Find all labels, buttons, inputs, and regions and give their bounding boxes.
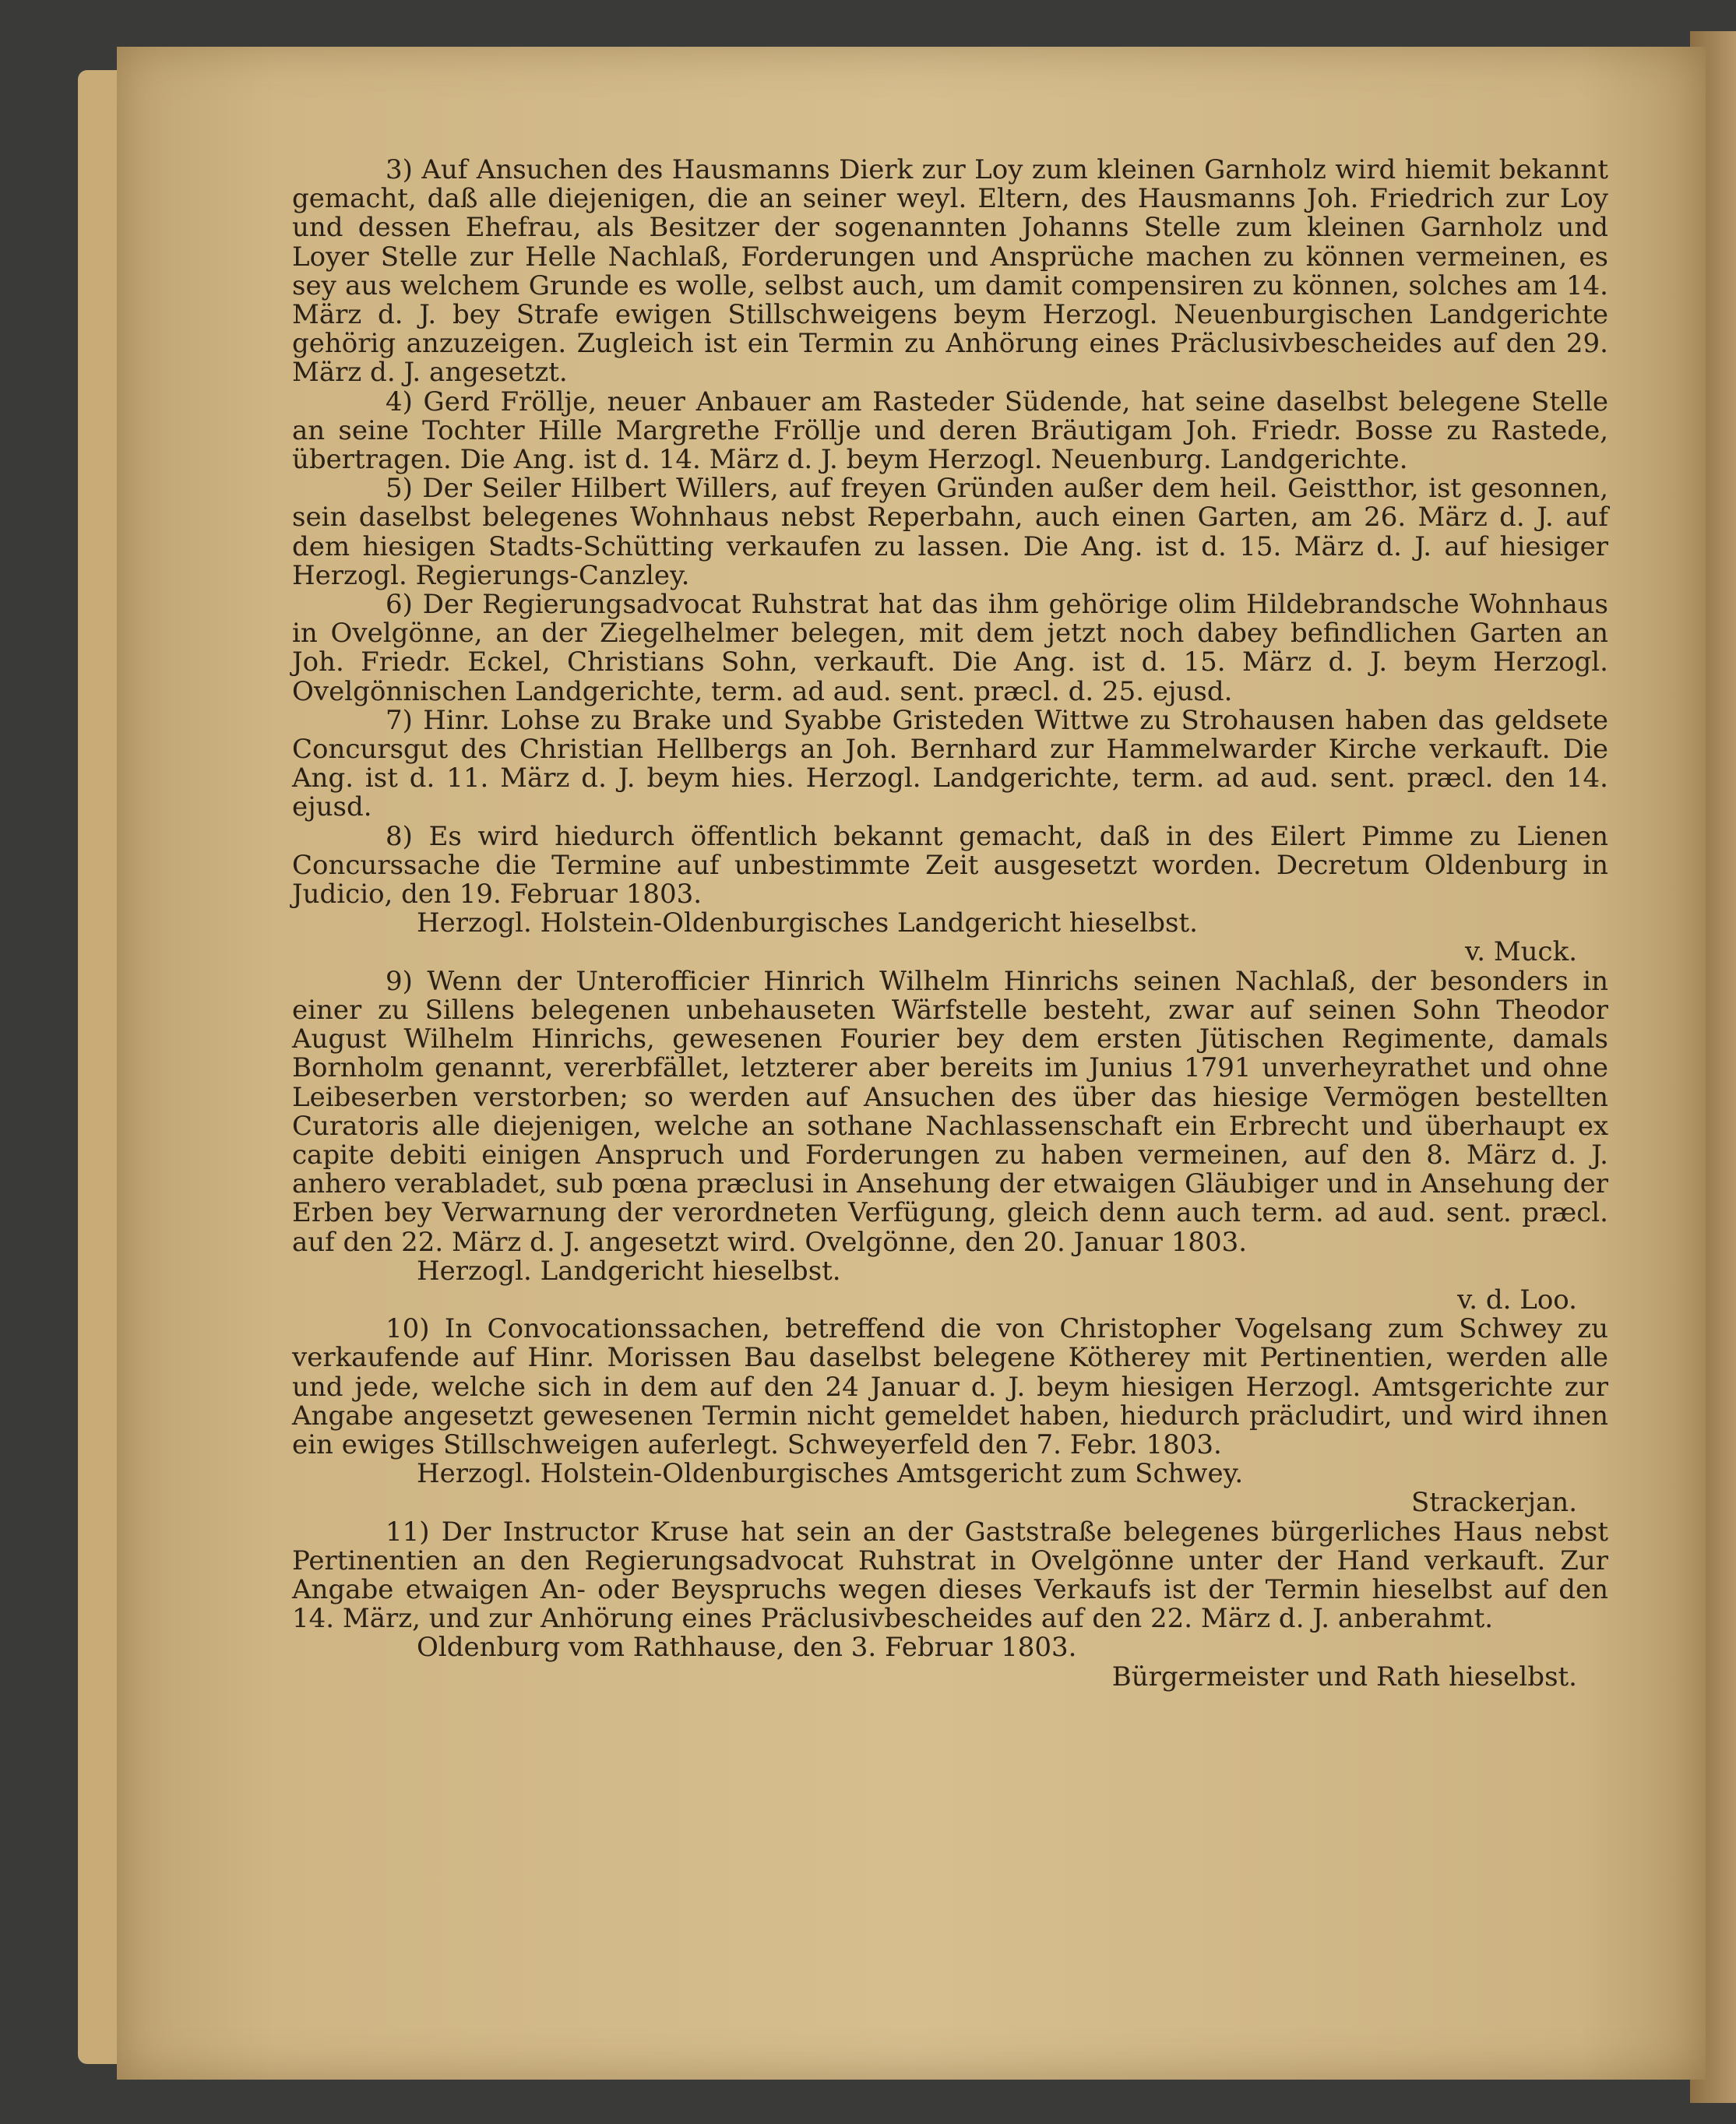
paragraph-6: 6) Der Regierungsadvocat Ruhstrat hat das ihm gehörige olim Hildebrandsche Wohnhaus in Ovelgönne, an der Ziegelhelmer belegen, mit dem jetzt noch dabey befindlichen Garten an Joh. Friedr. Eckel, Christians Sohn, verkauft. Die Ang. ist d. 15. März d. J. beym Herzogl. Ovelgönnischen Landgerichte, term. ad aud. sent. præcl. d. 25. ejusd. xyxy=(292,589,1608,707)
paragraph-7: 7) Hinr. Lohse zu Brake und Syabbe Gristeden Wittwe zu Strohausen haben das geldsete Concursgut des Christian Hellbergs an Joh. Bernhard zur Hammelwarder Kirche verkauft. Die Ang. ist d. 11. März d. J. beym hies. Herzogl. Landgerichte, term. ad aud. sent. præcl. den 14. ejusd. xyxy=(292,704,1608,823)
signature-name-9: v. d. Loo. xyxy=(1457,1284,1577,1316)
signature-name-8: v. Muck. xyxy=(1465,936,1577,968)
signature-court-8: Herzogl. Holstein-Oldenburgisches Landgericht hieselbst. xyxy=(417,907,1198,939)
signature-place-11: Oldenburg vom Rathhause, den 3. Februar 1803. xyxy=(417,1632,1077,1664)
text-block xyxy=(292,156,1608,1692)
paragraph-4: 4) Gerd Fröllje, neuer Anbauer am Rasteder Südende, hat seine daselbst belegene Stelle an seine Tochter Hille Margrethe Fröllje und deren Bräutigam Joh. Friedr. Bosse zu Rastede, übertragen. Die Ang. ist d. 14. März d. J. beym Herzogl. Neuenburg. Landgerichte. xyxy=(292,386,1608,476)
paragraph-10: 10) In Convocationssachen, betreffend die von Christopher Vogelsang zum Schwey zu verkaufende auf Hinr. Morissen Bau daselbst belegene Kötherey mit Pertinentien, werden alle und jede, welche sich in dem auf den 24 Januar d. J. beym hiesigen Herzogl. Amtsgerichte zur Angabe angesetzt gewesenen Termin nicht gemeldet haben, hiedurch präcludirt, und wird ihnen ein ewiges Stillschweigen auferlegt. Schweyerfeld den 7. Febr. 1803. xyxy=(292,1313,1608,1460)
paragraph-3: 3) Auf Ansuchen des Hausmanns Dierk zur Loy zum kleinen Garnholz wird hiemit bekannt gemacht, daß alle diejenigen, die an seiner weyl. Eltern, des Hausmanns Joh. Friedrich zur Loy und dessen Ehefrau, als Besitzer der sogenannten Johanns Stelle zum kleinen Garnholz und Loyer Stelle zur Helle Nachlaß, Forderungen und Ansprüche machen zu können vermeinen, es sey aus welchem Grunde es wolle, selbst auch, um damit compensiren zu können, solches am 14. März d. J. bey Strafe ewigen Stillschweigens beym Herzogl. Neuenburgischen Landgerichte gehörig anzuzeigen. Zugleich ist ein Termin zu Anhörung eines Präclusivbescheides auf den 29. März d. J. angesetzt. xyxy=(292,154,1608,389)
paragraph-11: 11) Der Instructor Kruse hat sein an der Gaststraße belegenes bürgerliches Haus nebst Pertinentien an den Regierungsadvocat Ruhstrat in Ovelgönne unter der Hand verkauft. Zur Angabe etwaigen An- oder Beyspruchs wegen dieses Verkaufs ist der Termin hieselbst auf den 14. März, und zur Anhörung eines Präclusivbescheides auf den 22. März d. J. anberahmt. xyxy=(292,1516,1608,1635)
paragraph-5: 5) Der Seiler Hilbert Willers, auf freyen Gründen außer dem heil. Geistthor, ist gesonnen, sein daselbst belegenes Wohnhaus nebst Reperbahn, auch einen Garten, am 26. März d. J. auf dem hiesigen Stadts-Schütting verkaufen zu lassen. Die Ang. ist d. 15. März d. J. auf hiesiger Herzogl. Regierungs-Canzley. xyxy=(292,473,1608,591)
signature-name-10: Strackerjan. xyxy=(1410,1487,1577,1519)
signature-name-11: Bürgermeister und Rath hieselbst. xyxy=(1111,1661,1577,1693)
signature-court-10: Herzogl. Holstein-Oldenburgisches Amtsgericht zum Schwey. xyxy=(417,1458,1244,1490)
paragraph-8: 8) Es wird hiedurch öffentlich bekannt gemacht, daß in des Eilert Pimme zu Lienen Concurssache die Termine auf unbestimmte Zeit ausgesetzt worden. Decretum Oldenburg in Judicio, den 19. Februar 1803. xyxy=(292,820,1608,911)
signature-court-9: Herzogl. Landgericht hieselbst. xyxy=(417,1255,841,1287)
paragraph-9: 9) Wenn der Unterofficier Hinrich Wilhelm Hinrichs seinen Nachlaß, der besonders in einer zu Sillens belegenen unbehauseten Wärfstelle besteht, zwar auf seinen Sohn Theodor August Wilhelm Hinrichs, gewesenen Fourier bey dem ersten Jütischen Regimente, damals Bornholm genannt, vererbfället, letzterer aber bereits im Junius 1791 unverheyrathet und ohne Leibeserben verstorben; so werden auf Ansuchen des über das hiesige Vermögen bestellten Curatoris alle diejenigen, welche an sothane Nachlassenschaft ein Erbrecht und überhaupt ex capite debiti einigen Anspruch und Forderungen zu haben vermeinen, auf den 8. März d. J. anhero verabladet, sub pœna præclusi in Ansehung der etwaigen Gläubiger und in Ansehung der Erben bey Verwarnung der verordneten Verfügung, gleich denn auch term. ad aud. sent. præcl. auf den 22. März d. J. angesetzt wird. Ovelgönne, den 20. Januar 1803. xyxy=(292,965,1608,1258)
